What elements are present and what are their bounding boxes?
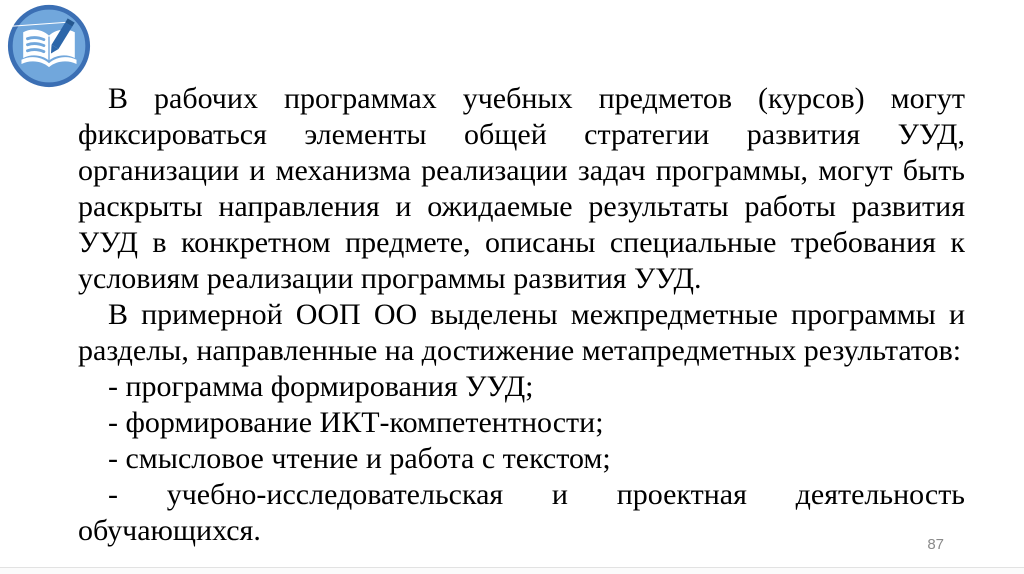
- text-line: раскрыты направления и ожидаемые результаты работы развития: [78, 190, 965, 223]
- list-item-line: - учебно-исследовательская и проектная деятельность: [108, 478, 965, 511]
- list-item-line: - смысловое чтение и работа с текстом;: [108, 442, 611, 475]
- list-item-line: - программа формирования УУД;: [108, 370, 534, 403]
- book-pencil-icon: [6, 3, 92, 89]
- text-line: фиксироваться элементы общей стратегии развития УУД,: [78, 118, 965, 151]
- text-line: В рабочих программах учебных предметов (курсов) могут: [108, 82, 965, 115]
- text-line: В примерной ООП ОО выделены межпредметные программы и: [108, 298, 965, 331]
- list-item-line: - формирование ИКТ-компетентности;: [108, 406, 604, 439]
- slide-body-text: [78, 81, 965, 549]
- page-number: 87: [927, 536, 944, 553]
- list-item-line: обучающихся.: [78, 514, 261, 547]
- text-line: условиям реализации программы развития УУД.: [78, 262, 702, 295]
- text-line: организации и механизма реализации задач программы, могут быть: [78, 154, 965, 187]
- text-line: разделы, направленные на достижение метапредметных результатов:: [78, 334, 962, 367]
- slide-bottom-edge: [0, 567, 1024, 574]
- text-line: УУД в конкретном предмете, описаны специальные требования к: [78, 226, 965, 259]
